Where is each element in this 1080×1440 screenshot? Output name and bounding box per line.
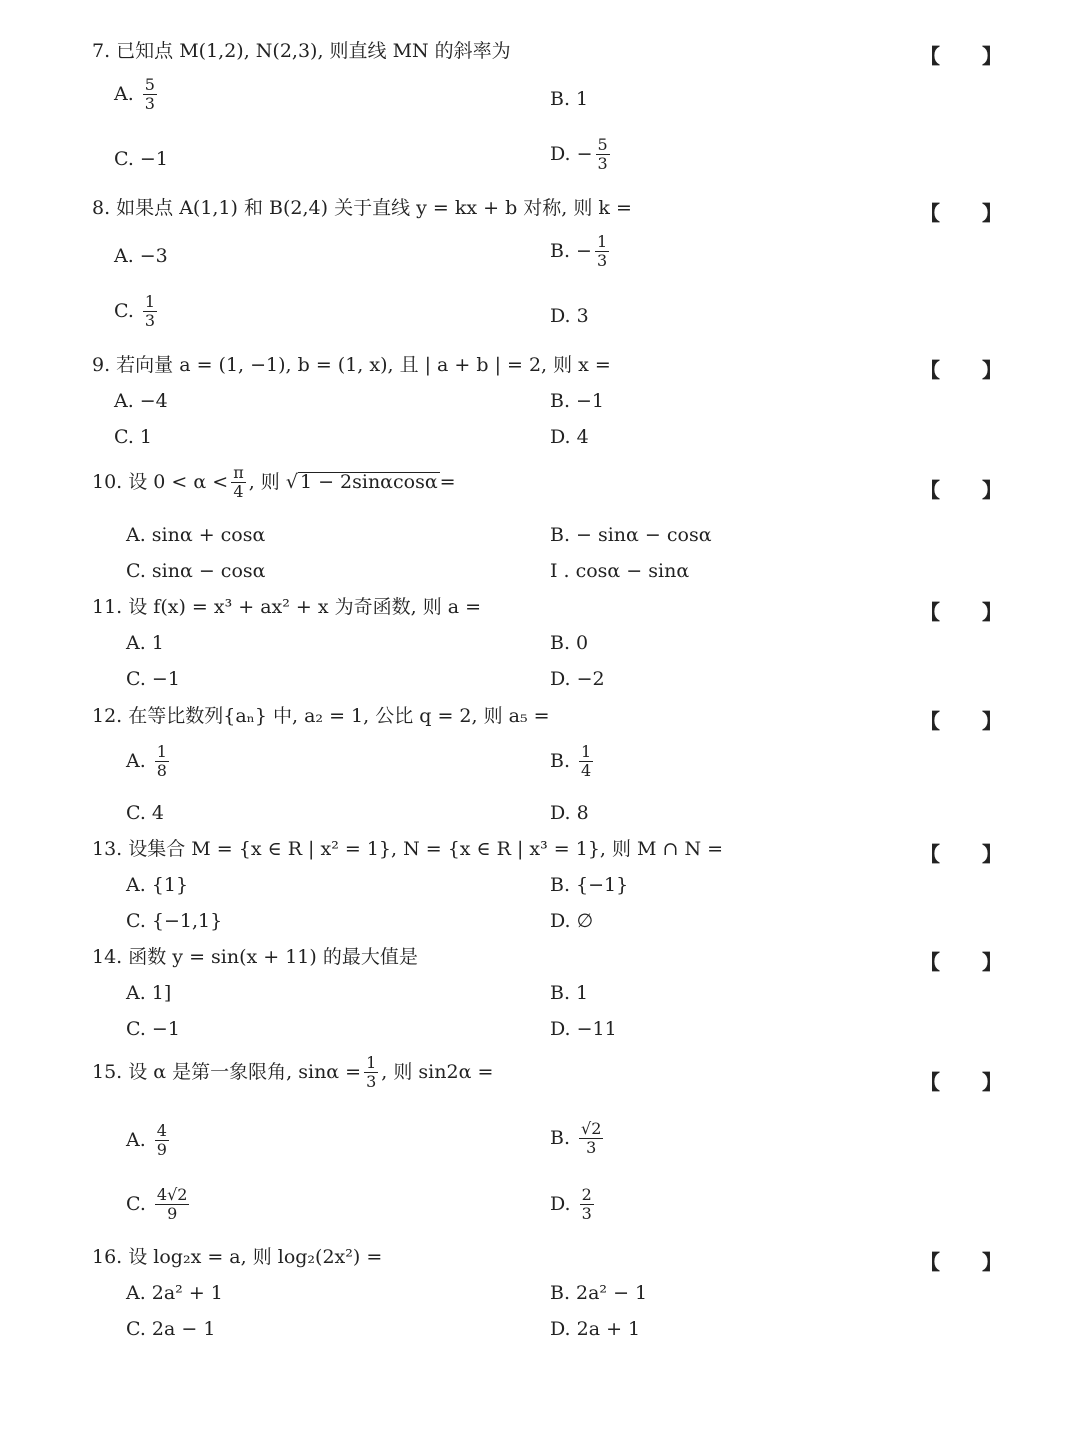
option-c[interactable] (114, 293, 160, 329)
denominator: 3 (596, 250, 608, 270)
option-text: 1 (151, 632, 164, 654)
option-a[interactable] (126, 984, 171, 1003)
option-label: D. (550, 802, 571, 824)
option-label: B. (550, 88, 571, 110)
denominator: 3 (597, 153, 608, 173)
bracket-open: 【 (920, 478, 940, 502)
bracket-open: 【 (920, 1070, 940, 1094)
option-label: A. (126, 749, 146, 772)
option-text: − sinα − cosα (576, 524, 712, 546)
option-d[interactable] (550, 307, 589, 326)
fraction (143, 76, 157, 112)
option-label: A. (114, 390, 134, 412)
option-label: B. (550, 982, 571, 1004)
question-stem: 9. 若向量 a = (1, −1), b = (1, x), 且 | a + b | = 2, 则 x = (92, 354, 611, 376)
numerator: 1 (156, 742, 167, 761)
numerator: 5 (597, 135, 608, 154)
denominator: 3 (366, 1071, 377, 1091)
option-label: A. (126, 524, 146, 546)
option-sign: − (576, 142, 593, 165)
fraction (155, 1186, 190, 1222)
question-stem: 16. 设 log₂x = a, 则 log₂(2x²) = (92, 1246, 383, 1268)
denominator: 9 (156, 1139, 167, 1159)
option-b[interactable] (550, 233, 612, 269)
bracket-open: 【 (920, 1250, 940, 1274)
option-a[interactable] (126, 743, 172, 779)
option-label: C. (114, 426, 134, 448)
bracket-close: 】 (982, 950, 1002, 974)
stem-text: , 则 sin2α = (381, 1060, 494, 1083)
question-stem (92, 464, 456, 500)
answer-bracket[interactable] (920, 1246, 1002, 1275)
radicand: 1 − 2sinαcosα (299, 471, 438, 494)
denominator: 4 (233, 481, 244, 501)
option-label: C. (126, 1318, 146, 1340)
bracket-close: 】 (982, 1070, 1002, 1094)
bracket-close: 】 (982, 842, 1002, 866)
stem-text: , 则 √ (248, 470, 298, 493)
question-stem: 13. 设集合 M = {x ∈ R | x² = 1}, N = {x ∈ R | x³ = 1}, 则 M ∩ N = (92, 838, 724, 860)
option-text: {−1} (576, 874, 629, 896)
option-c[interactable] (126, 804, 164, 823)
option-d[interactable] (550, 1320, 640, 1339)
option-b[interactable] (550, 634, 588, 653)
option-text: 0 (576, 632, 589, 654)
option-label: B. (550, 1126, 571, 1149)
option-a[interactable] (126, 1284, 223, 1303)
bracket-close: 】 (982, 478, 1002, 502)
option-text: −4 (139, 390, 168, 412)
stem-text: 15. 设 α 是第一象限角, sinα = (92, 1060, 362, 1083)
bracket-open: 【 (920, 709, 940, 733)
option-sign: − (576, 239, 592, 262)
denominator: 4 (581, 760, 592, 780)
numerator: √2 (581, 1119, 602, 1138)
option-c[interactable] (126, 1020, 180, 1039)
denominator: 9 (167, 1203, 178, 1223)
fraction (580, 1186, 594, 1222)
option-label: A. (126, 632, 146, 654)
fraction (579, 1120, 603, 1156)
option-label: B. (550, 239, 571, 262)
option-text: cosα − sinα (575, 560, 690, 582)
option-text: 2a² − 1 (576, 1282, 648, 1304)
option-label: A. (126, 1282, 146, 1304)
option-text: −11 (576, 1018, 617, 1040)
bracket-open: 【 (920, 44, 940, 68)
answer-bracket[interactable] (920, 197, 1002, 226)
option-label: D. (550, 1018, 571, 1040)
denominator: 8 (156, 760, 167, 780)
option-label: B. (550, 524, 571, 546)
option-label: D. (550, 668, 571, 690)
option-label: C. (126, 802, 146, 824)
bracket-close: 】 (982, 201, 1002, 225)
bracket-close: 】 (982, 709, 1002, 733)
option-d[interactable] (550, 428, 589, 447)
option-text: −1 (576, 390, 605, 412)
option-label: D. (550, 1192, 571, 1215)
answer-bracket[interactable] (920, 596, 1002, 625)
option-d[interactable] (550, 562, 689, 581)
option-label: C. (126, 1192, 146, 1215)
option-label: B. (550, 749, 571, 772)
answer-bracket[interactable] (920, 354, 1002, 383)
option-text: −2 (576, 668, 605, 690)
option-label: B. (550, 632, 571, 654)
option-text: 1] (151, 982, 172, 1004)
question-stem: 12. 在等比数列{aₙ} 中, a₂ = 1, 公比 q = 2, 则 a₅ = (92, 705, 550, 727)
numerator: π (233, 463, 244, 482)
option-a[interactable] (126, 1122, 172, 1158)
question-stem: 8. 如果点 A(1,1) 和 B(2,4) 关于直线 y = kx + b 对称, 则 k = (92, 197, 632, 219)
option-label: A. (126, 874, 146, 896)
option-label: D. (550, 305, 571, 327)
denominator: 3 (586, 1137, 597, 1157)
denominator: 3 (144, 93, 155, 113)
option-b[interactable] (550, 1284, 647, 1303)
option-label: B. (550, 874, 571, 896)
numerator: 4 (156, 1121, 167, 1140)
bracket-close: 】 (982, 1250, 1002, 1274)
option-text: 8 (576, 802, 589, 824)
answer-bracket[interactable] (920, 705, 1002, 734)
numerator: 1 (596, 232, 608, 251)
option-text: 4 (576, 426, 589, 448)
option-label: D. (550, 142, 571, 165)
option-a[interactable] (114, 247, 168, 266)
option-text: 1 (576, 982, 589, 1004)
numerator: 1 (366, 1053, 377, 1072)
option-b[interactable] (550, 90, 588, 109)
option-d[interactable] (550, 804, 589, 823)
option-text: {1} (151, 874, 189, 896)
option-d[interactable] (550, 670, 605, 689)
option-d[interactable] (550, 136, 613, 172)
option-a[interactable] (114, 76, 160, 112)
option-text: 2a + 1 (576, 1318, 641, 1340)
fraction (155, 1122, 169, 1158)
option-label: D. (550, 426, 571, 448)
option-b[interactable] (550, 392, 604, 411)
option-text: −3 (139, 245, 168, 267)
option-label: C. (126, 910, 146, 932)
option-text: {−1,1} (151, 910, 223, 932)
stem-text: 10. 设 0 < α < (92, 470, 229, 493)
numerator: 5 (144, 75, 155, 94)
bracket-open: 【 (920, 842, 940, 866)
option-text: 1 (576, 88, 589, 110)
stem-text: = (439, 470, 456, 493)
bracket-open: 【 (920, 950, 940, 974)
option-a[interactable] (114, 392, 168, 411)
bracket-open: 【 (920, 600, 940, 624)
fraction (155, 743, 169, 779)
fraction (143, 293, 157, 329)
option-a[interactable] (126, 634, 164, 653)
option-d[interactable] (550, 912, 593, 931)
option-label: C. (126, 560, 146, 582)
question-stem (92, 1054, 493, 1090)
fraction (231, 464, 246, 500)
option-label: A. (114, 245, 134, 267)
option-label: C. (114, 148, 134, 170)
option-label: B. (550, 1282, 571, 1304)
numerator: 2 (581, 1185, 592, 1204)
option-text: 1 (139, 426, 152, 448)
option-text: 2a² + 1 (151, 1282, 223, 1304)
option-text: −1 (139, 148, 168, 170)
fraction (364, 1054, 378, 1090)
bracket-close: 】 (982, 600, 1002, 624)
option-label: C. (114, 299, 134, 322)
option-label: C. (126, 668, 146, 690)
bracket-close: 】 (982, 358, 1002, 382)
denominator: 3 (581, 1203, 592, 1223)
fraction (596, 136, 610, 172)
option-label: D. (550, 910, 571, 932)
option-a[interactable] (126, 526, 265, 545)
fraction (579, 743, 593, 779)
option-c[interactable] (126, 562, 265, 581)
option-text: −1 (151, 668, 180, 690)
option-label: A. (114, 82, 134, 105)
option-b[interactable] (550, 526, 712, 545)
option-b[interactable] (550, 984, 588, 1003)
bracket-close: 】 (982, 44, 1002, 68)
option-b[interactable] (550, 876, 628, 895)
option-c[interactable] (126, 912, 222, 931)
option-text: −1 (151, 1018, 180, 1040)
option-d[interactable] (550, 1020, 617, 1039)
numerator: 1 (581, 742, 592, 761)
answer-bracket[interactable] (920, 474, 1002, 503)
option-c[interactable] (126, 670, 180, 689)
option-label: A. (126, 1128, 146, 1151)
option-text: 3 (576, 305, 589, 327)
bracket-open: 【 (920, 201, 940, 225)
option-label: D. (550, 1318, 571, 1340)
answer-bracket[interactable] (920, 946, 1002, 975)
question-stem: 11. 设 f(x) = x³ + ax² + x 为奇函数, 则 a = (92, 596, 482, 618)
bracket-open: 【 (920, 358, 940, 382)
option-text: ∅ (576, 910, 594, 932)
question-stem: 14. 函数 y = sin(x + 11) 的最大值是 (92, 946, 418, 968)
option-text: sinα − cosα (151, 560, 266, 582)
option-text: 2a − 1 (151, 1318, 216, 1340)
option-label: I . (550, 560, 570, 582)
option-b[interactable] (550, 1120, 606, 1156)
option-c[interactable] (126, 1320, 215, 1339)
option-d[interactable] (550, 1186, 597, 1222)
numerator: 1 (144, 292, 156, 311)
option-text: sinα + cosα (151, 524, 266, 546)
answer-bracket[interactable] (920, 1066, 1002, 1095)
fraction (595, 233, 609, 269)
option-text: 4 (151, 802, 164, 824)
option-label: B. (550, 390, 571, 412)
question-stem: 7. 已知点 M(1,2), N(2,3), 则直线 MN 的斜率为 (92, 40, 511, 62)
answer-bracket[interactable] (920, 40, 1002, 69)
option-a[interactable] (126, 876, 188, 895)
answer-bracket[interactable] (920, 838, 1002, 867)
option-label: C. (126, 1018, 146, 1040)
option-b[interactable] (550, 743, 596, 779)
option-c[interactable] (114, 150, 168, 169)
option-label: A. (126, 982, 146, 1004)
option-c[interactable] (114, 428, 152, 447)
numerator: 4√2 (156, 1185, 188, 1204)
denominator: 3 (144, 310, 156, 330)
option-c[interactable] (126, 1186, 192, 1222)
